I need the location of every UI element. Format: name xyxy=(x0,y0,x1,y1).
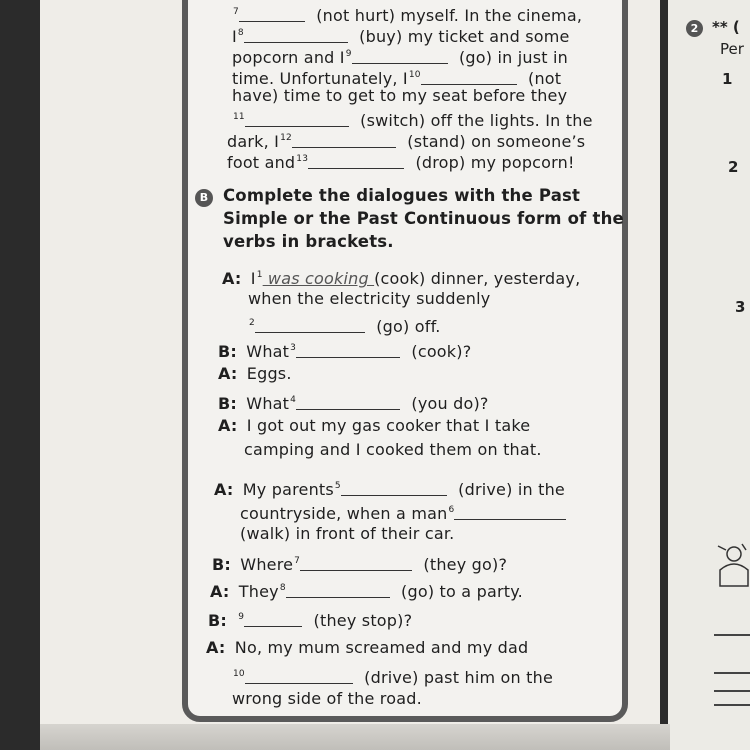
text-line: $^7$ (not hurt) myself. In the cinema, xyxy=(233,6,583,25)
filled-answer[interactable]: was cooking xyxy=(262,269,375,288)
speaker-label: B: xyxy=(218,394,237,413)
dialogue-line: (walk) in front of their car. xyxy=(240,524,455,543)
dialogue-line: A: Eggs. xyxy=(218,364,292,383)
answer-blank[interactable] xyxy=(296,395,400,410)
answer-blank[interactable] xyxy=(244,612,302,627)
answer-blank[interactable] xyxy=(255,318,365,333)
instruction-line: Simple or the Past Continuous form of the xyxy=(223,209,624,228)
answer-blank[interactable] xyxy=(308,154,404,169)
answer-blank[interactable] xyxy=(454,505,566,520)
decorative-line xyxy=(714,672,750,674)
text-line: have) time to get to my seat before they xyxy=(232,86,568,105)
speaker-label: A: xyxy=(210,582,230,601)
right-page xyxy=(668,0,750,750)
dialogue-line: A: My parents$^5$ (drive) in the xyxy=(214,480,565,499)
dialogue-line: B: What$^3$ (cook)? xyxy=(218,342,472,361)
dialogue-line: B: Where$^7$ (they go)? xyxy=(212,555,508,574)
text-line: $^{11}$ (switch) off the lights. In the xyxy=(233,111,593,130)
answer-blank[interactable] xyxy=(245,112,349,127)
answer-blank[interactable] xyxy=(244,28,348,43)
answer-blank[interactable] xyxy=(239,7,305,22)
answer-blank[interactable] xyxy=(352,49,448,64)
dialogue-line: wrong side of the road. xyxy=(232,689,422,708)
illustration-icon xyxy=(712,540,750,588)
speaker-label: A: xyxy=(214,480,234,499)
speaker-label: B: xyxy=(208,611,227,630)
instruction-line: verbs in brackets. xyxy=(223,232,394,251)
speaker-label: B: xyxy=(218,342,237,361)
dialogue-line: $^{10}$ (drive) past him on the xyxy=(233,668,554,687)
page-shadow xyxy=(40,724,670,750)
speaker-label: A: xyxy=(218,364,238,383)
dialogue-line: camping and I cooked them on that. xyxy=(244,440,542,459)
speaker-label: A: xyxy=(218,416,238,435)
right-heading-word: Per xyxy=(720,40,744,58)
answer-blank[interactable] xyxy=(245,669,353,684)
answer-blank[interactable] xyxy=(286,583,390,598)
text-line: foot and$^{13}$ (drop) my popcorn! xyxy=(227,153,575,172)
instruction-line: Complete the dialogues with the Past xyxy=(223,186,581,205)
decorative-line xyxy=(714,690,750,692)
text-line: popcorn and $I^9$ (go) in just in xyxy=(232,48,569,67)
dialogue-line: $^2$ (go) off. xyxy=(249,317,441,336)
dialogue-line: countryside, when a man$^6$ xyxy=(240,500,566,524)
dialogue-line: when the electricity suddenly xyxy=(248,289,491,308)
answer-blank[interactable] xyxy=(292,133,396,148)
text-line: time. Unfortunately, $I^{10}$ (not xyxy=(232,69,562,88)
speaker-label: B: xyxy=(212,555,231,574)
text-line: $I^8$ (buy) my ticket and some xyxy=(232,27,570,46)
right-number: 1 xyxy=(722,70,733,88)
dialogue-line: A: They$^8$ (go) to a party. xyxy=(210,582,523,601)
text-line: dark, $I^{12}$ (stand) on someone’s xyxy=(227,132,586,151)
answer-blank[interactable] xyxy=(421,70,517,85)
dialogue-line: B: What$^4$ (you do)? xyxy=(218,394,489,413)
dialogue-line: A: No, my mum screamed and my dad xyxy=(206,638,529,657)
right-number: 3 xyxy=(735,298,746,316)
decorative-line xyxy=(714,634,750,636)
answer-blank[interactable] xyxy=(300,556,412,571)
decorative-line xyxy=(714,704,750,706)
answer-blank[interactable] xyxy=(341,481,447,496)
right-exercise-badge: 2 xyxy=(686,20,703,37)
dialogue-line: A: I got out my gas cooker that I take xyxy=(218,416,531,435)
right-stars: ** ( xyxy=(712,18,740,36)
speaker-label: A: xyxy=(222,269,242,288)
exercise-b-badge: B xyxy=(195,189,213,207)
dialogue-line: A: $I^1$ was cooking (cook) dinner, yesterday, xyxy=(222,269,581,288)
right-number: 2 xyxy=(728,158,739,176)
answer-blank[interactable] xyxy=(296,343,400,358)
dialogue-line: B: $^9$ (they stop)? xyxy=(208,611,413,630)
speaker-label: A: xyxy=(206,638,226,657)
